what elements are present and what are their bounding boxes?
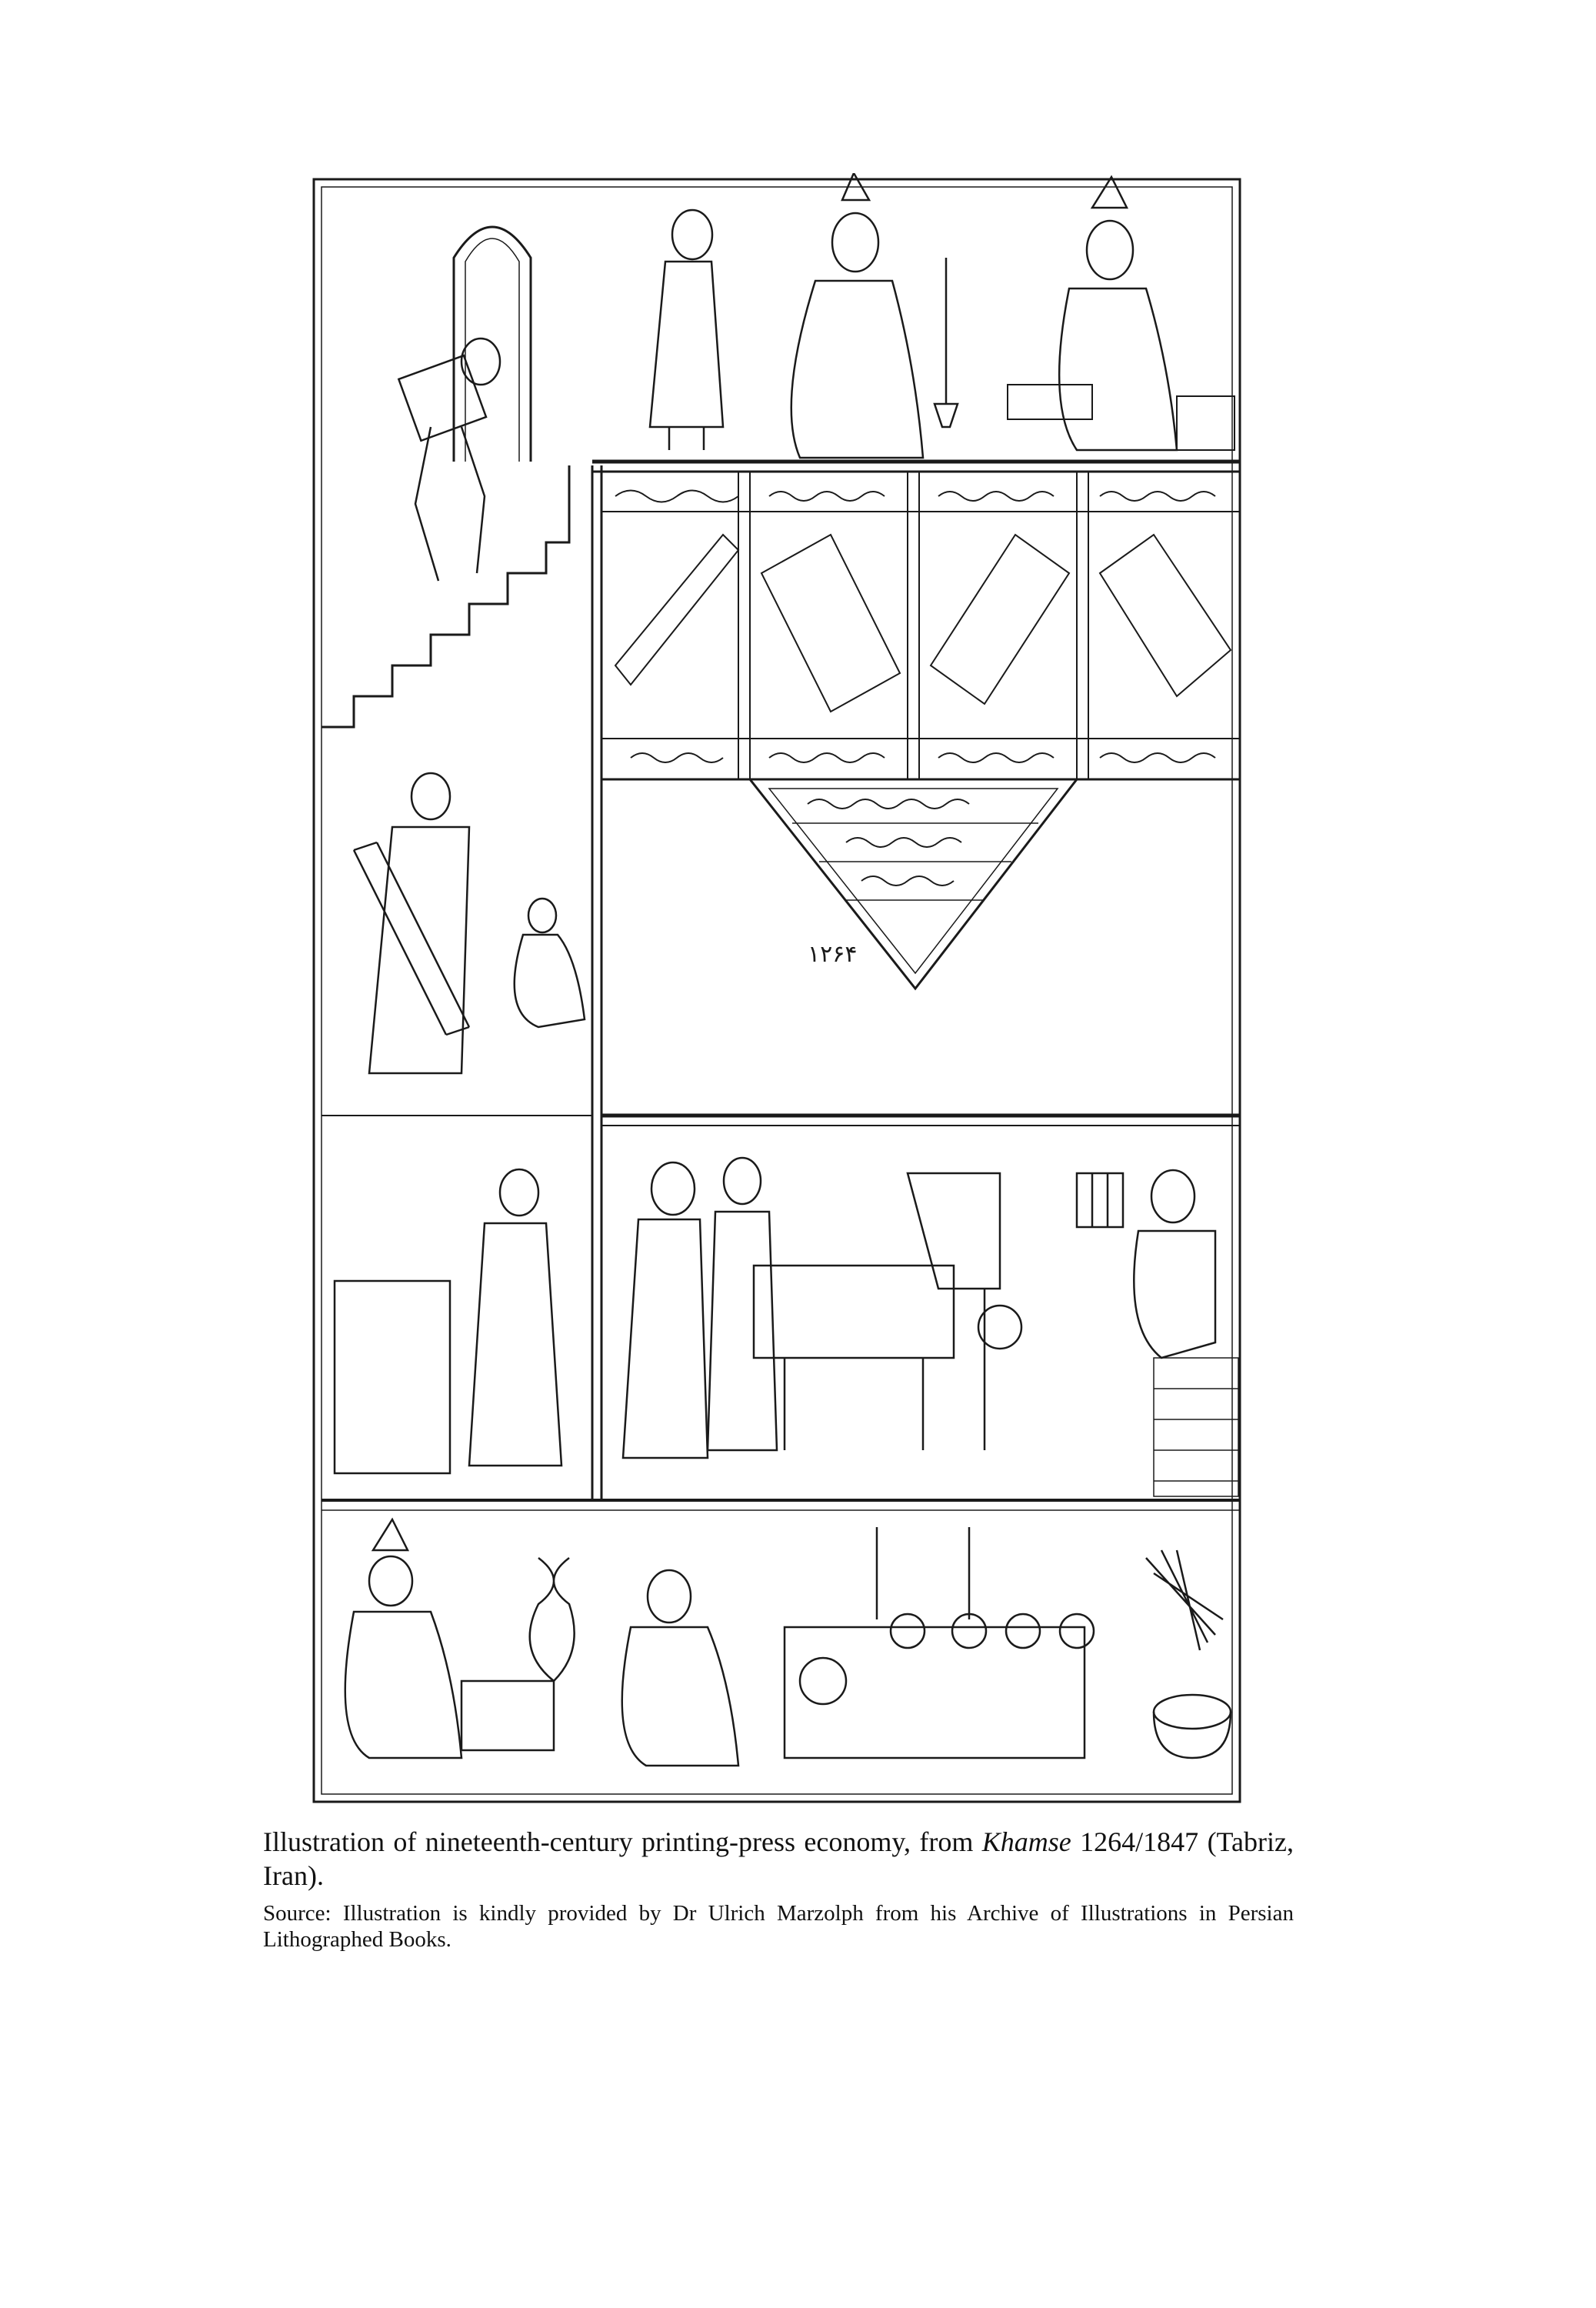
standing-worker	[469, 1169, 561, 1466]
seated-figure-hookah	[791, 173, 958, 458]
furnace-with-flasks	[785, 1527, 1094, 1758]
kneeling-figure	[515, 899, 585, 1027]
source-credit: Source: Illustration is kindly provided by Dr Ulrich Marzolph from his Archive of Illustrations in Persian Lithographed Books.	[263, 1901, 1294, 1952]
caption-text-after: 1264/1847 (Tabriz, Iran).	[263, 1826, 1294, 1891]
staircase	[322, 465, 569, 727]
storage-box	[335, 1281, 450, 1473]
figure-with-frame	[354, 773, 469, 1073]
inverted-triangle	[750, 779, 1077, 989]
figure-caption	[263, 1825, 1294, 1893]
caption-title-italic: Khamse	[981, 1826, 1071, 1857]
lithograph-illustration	[308, 173, 1246, 1808]
seated-scribe-figure	[1008, 177, 1234, 450]
printing-press	[754, 1173, 1123, 1450]
seated-ink-maker	[345, 1519, 554, 1758]
cauldron-and-wood	[1146, 1550, 1231, 1758]
furnace-worker	[622, 1570, 738, 1766]
persian-calligraphy	[615, 491, 1215, 886]
brick-wall	[1154, 1358, 1238, 1496]
jug	[530, 1558, 575, 1681]
caption-text-before: Illustration of nineteenth-century printing-press economy, from	[263, 1826, 982, 1857]
standing-figure-top	[650, 210, 723, 450]
printer-figures	[623, 1158, 1215, 1458]
date-numerals: ١٢۶۴	[808, 941, 858, 968]
carrying-figure	[398, 339, 500, 581]
calligraphy-panel	[601, 472, 1240, 779]
illustration-svg	[308, 173, 1246, 1808]
